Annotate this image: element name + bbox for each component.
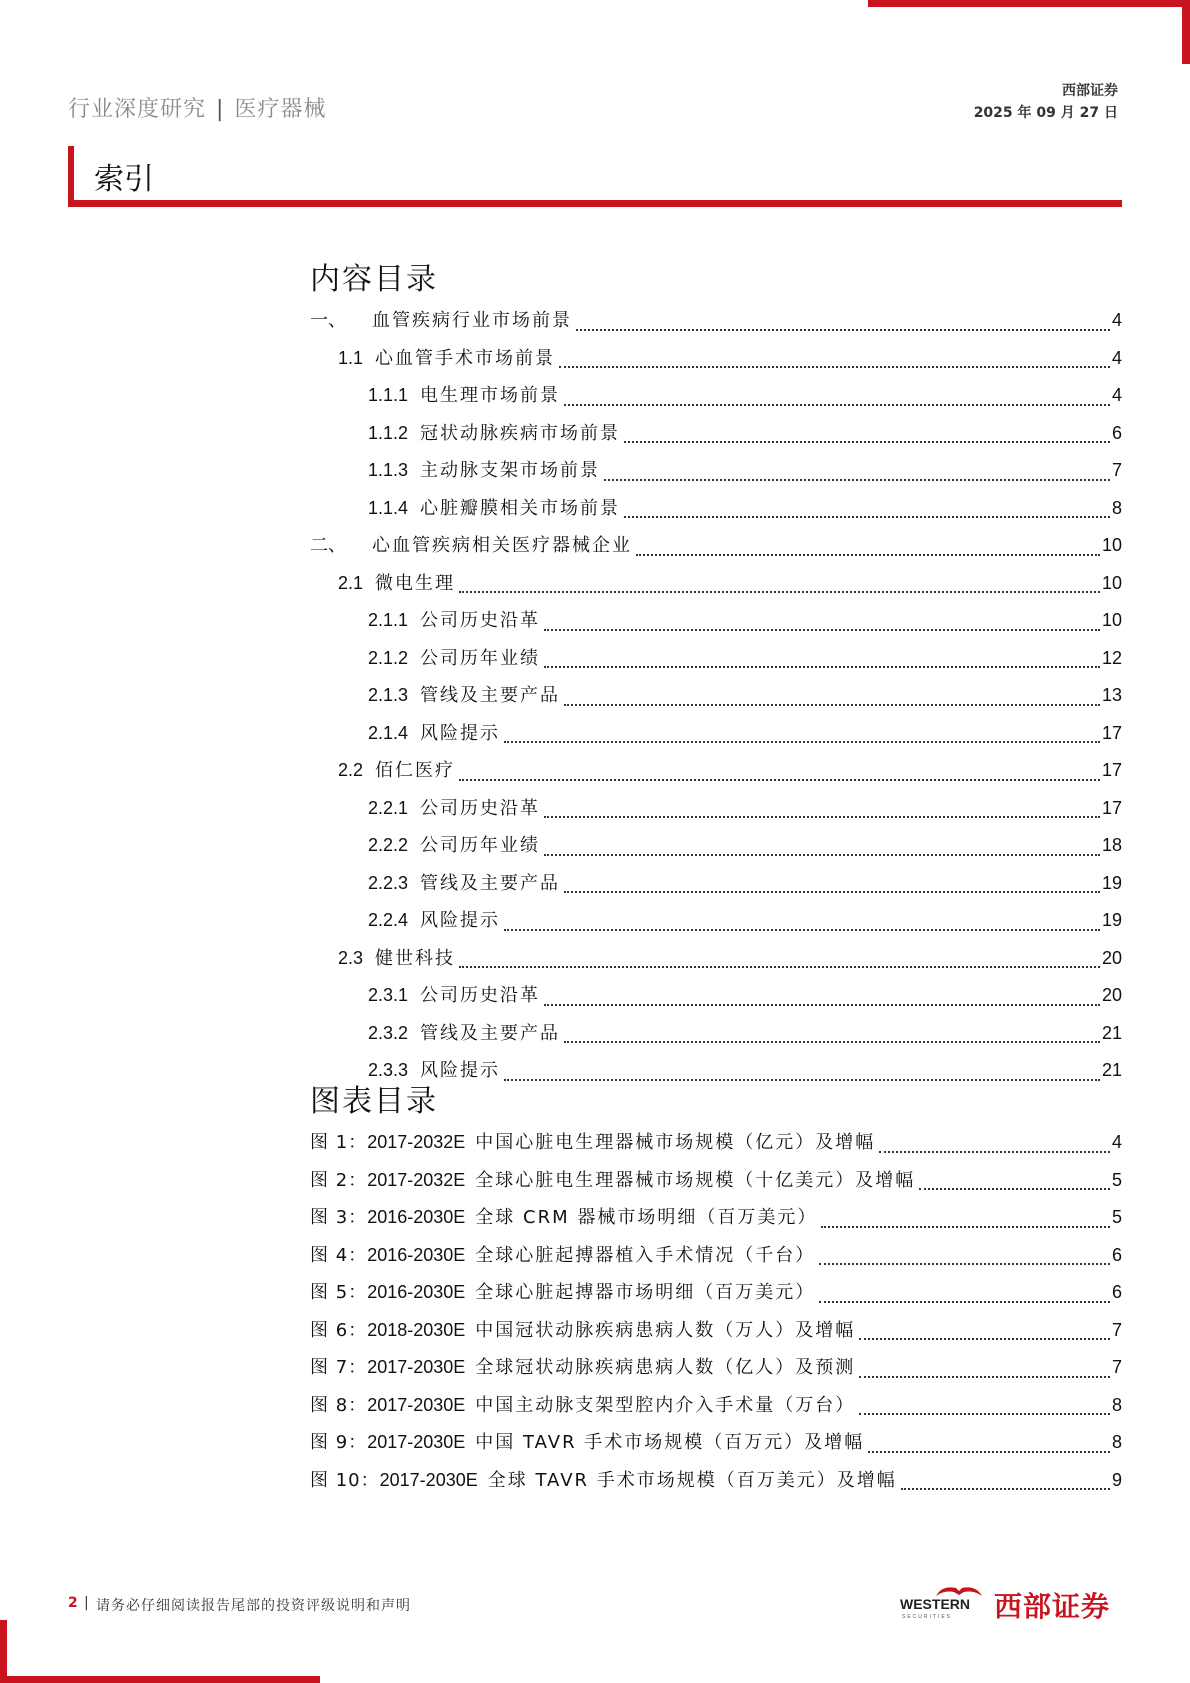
corner-accent-top-horizontal: [868, 0, 1190, 7]
table-of-contents: [310, 302, 1122, 1090]
figure-entry-range: 2016-2030E: [367, 1282, 466, 1302]
figure-entry-range: 2017-2030E: [367, 1394, 466, 1415]
figure-entry-title: 全球心脏起搏器市场明细（百万美元）: [475, 1282, 816, 1303]
figure-entry-range: 2016-2030E: [367, 1244, 466, 1265]
figure-entry-prefix: 图 4：: [310, 1244, 368, 1266]
toc-entry-number: 2.1.2: [368, 647, 409, 668]
toc-entry[interactable]: [310, 640, 1122, 678]
toc-entry[interactable]: [310, 527, 1122, 565]
figure-entry-prefix: 图 6：: [310, 1319, 368, 1341]
figure-entry-range: 2018-2030E: [367, 1319, 466, 1340]
figure-entry-page: 4: [1111, 1132, 1122, 1152]
toc-leader-dots: [564, 890, 1100, 893]
report-category: [68, 92, 326, 123]
figure-entry-title: 中国冠状动脉疾病患病人数（万人）及增幅: [475, 1319, 856, 1341]
toc-leader-dots: [604, 478, 1110, 481]
figure-entry-prefix: 图 10：: [310, 1469, 380, 1491]
toc-entry-page: 19: [1101, 872, 1122, 893]
toc-entry-label: 管线及主要产品: [420, 685, 561, 706]
toc-leader-dots: [459, 590, 1100, 593]
toc-entry-number: 1.1.3: [368, 460, 409, 480]
figure-entry-page: 5: [1111, 1169, 1122, 1190]
toc-leader-dots: [564, 703, 1100, 706]
figures-heading: 图表目录: [310, 1084, 438, 1119]
toc-entry[interactable]: [310, 790, 1122, 828]
toc-entry-label: 公司历年业绩: [420, 835, 541, 856]
figure-entry[interactable]: [310, 1199, 1122, 1237]
figure-entry[interactable]: [310, 1124, 1122, 1162]
footer-page-number: 2: [68, 1595, 78, 1611]
toc-entry-page: 13: [1101, 685, 1122, 705]
logo-sub-en: SECURITIES: [902, 1614, 953, 1620]
toc-entry-page: 21: [1101, 1022, 1122, 1043]
toc-entry[interactable]: [310, 377, 1122, 415]
toc-entry[interactable]: [310, 415, 1122, 453]
figure-leader-dots: [868, 1450, 1110, 1453]
toc-leader-dots: [636, 553, 1100, 556]
toc-entry-page: 6: [1111, 422, 1122, 443]
toc-entry-number: 2.2.4: [368, 910, 409, 930]
figure-leader-dots: [919, 1187, 1110, 1190]
toc-leader-dots: [504, 928, 1100, 931]
toc-leader-dots: [576, 328, 1110, 331]
toc-entry-label: 公司历史沿革: [420, 610, 541, 631]
figure-entry-range: 2017-2032E: [367, 1169, 466, 1190]
corner-accent-bottom-horizontal: [0, 1676, 320, 1683]
toc-entry-label: 健世科技: [375, 947, 456, 969]
toc-entry-number: 2.2: [338, 760, 364, 780]
figure-leader-dots: [819, 1262, 1110, 1265]
toc-leader-dots: [624, 440, 1110, 443]
figure-leader-dots: [859, 1337, 1110, 1340]
figure-entry-range: 2017-2030E: [367, 1432, 466, 1452]
toc-entry[interactable]: [310, 977, 1122, 1015]
toc-leader-dots: [544, 1003, 1100, 1006]
sector-label: 医疗器械: [234, 97, 327, 122]
toc-heading: 内容目录: [310, 262, 438, 297]
toc-entry[interactable]: [310, 565, 1122, 603]
toc-leader-dots: [459, 778, 1100, 781]
figure-entry-range: 2017-2030E: [367, 1357, 466, 1377]
toc-entry-number: 2.1.4: [368, 722, 409, 743]
toc-entry-page: 17: [1101, 722, 1122, 743]
company-logo: [900, 1585, 1122, 1625]
toc-leader-dots: [544, 628, 1100, 631]
toc-entry-page: 20: [1101, 947, 1122, 968]
figure-entry-title: 全球心脏电生理器械市场规模（十亿美元）及增幅: [475, 1169, 916, 1191]
toc-entry-number: 2.1: [338, 572, 364, 593]
figure-entry-title: 全球 CRM 器械市场明细（百万美元）: [475, 1207, 818, 1228]
toc-entry-page: 8: [1111, 497, 1122, 518]
toc-entry-label: 风险提示: [420, 1060, 501, 1081]
figure-entry[interactable]: [310, 1462, 1122, 1500]
figure-entry[interactable]: [310, 1349, 1122, 1387]
toc-entry-number: 一、: [310, 310, 346, 331]
figure-entry-title: 中国心脏电生理器械市场规模（亿元）及增幅: [475, 1132, 876, 1153]
toc-entry-label: 血管疾病行业市场前景: [372, 310, 572, 331]
toc-entry-label: 电生理市场前景: [420, 385, 561, 406]
figure-entry-title: 全球冠状动脉疾病患病人数（亿人）及预测: [475, 1357, 856, 1378]
figure-entry-page: 5: [1111, 1207, 1122, 1227]
figure-entry[interactable]: [310, 1237, 1122, 1275]
toc-leader-dots: [544, 665, 1100, 668]
toc-leader-dots: [564, 1040, 1100, 1043]
figure-leader-dots: [879, 1150, 1110, 1153]
toc-entry-number: 2.3.3: [368, 1060, 409, 1080]
figure-entry[interactable]: [310, 1274, 1122, 1312]
toc-leader-dots: [544, 815, 1100, 818]
toc-entry-number: 2.2.3: [368, 872, 409, 893]
toc-entry-number: 2.1.3: [368, 685, 409, 705]
toc-entry-label: 管线及主要产品: [420, 1022, 561, 1044]
toc-leader-dots: [504, 740, 1100, 743]
toc-entry-label: 公司历史沿革: [420, 985, 541, 1006]
toc-entry-page: 4: [1111, 385, 1122, 405]
figure-entry-page: 6: [1111, 1282, 1122, 1302]
toc-entry-number: 2.1.1: [368, 610, 409, 630]
toc-entry-number: 2.2.1: [368, 797, 409, 818]
toc-entry[interactable]: [310, 340, 1122, 378]
toc-entry-label: 心血管手术市场前景: [375, 347, 556, 369]
figure-entry-prefix: 图 9：: [310, 1432, 368, 1453]
toc-entry-page: 7: [1111, 460, 1122, 480]
toc-entry-label: 心脏瓣膜相关市场前景: [420, 497, 621, 519]
toc-entry[interactable]: [310, 902, 1122, 940]
toc-entry[interactable]: [310, 715, 1122, 753]
figure-entry-page: 7: [1111, 1319, 1122, 1340]
logo-name-en: WESTERN: [900, 1596, 970, 1612]
figure-index: [310, 1124, 1122, 1499]
toc-entry-number: 2.3.1: [368, 985, 409, 1005]
figure-leader-dots: [819, 1300, 1110, 1303]
toc-entry-number: 2.2.2: [368, 835, 409, 855]
figure-entry[interactable]: [310, 1312, 1122, 1350]
figure-entry-title: 全球心脏起搏器植入手术情况（千台）: [475, 1244, 816, 1266]
figure-leader-dots: [859, 1412, 1110, 1415]
toc-entry-page: 10: [1101, 610, 1122, 630]
toc-entry-label: 心血管疾病相关医疗器械企业: [372, 535, 632, 556]
figure-entry-page: 6: [1111, 1244, 1122, 1265]
toc-entry-page: 21: [1101, 1060, 1122, 1080]
category-separator: |: [216, 97, 225, 122]
toc-entry-number: 1.1: [338, 347, 364, 368]
figure-entry[interactable]: [310, 1387, 1122, 1425]
toc-entry-page: 10: [1101, 535, 1122, 555]
toc-entry-page: 10: [1101, 572, 1122, 593]
toc-entry-label: 冠状动脉疾病市场前景: [420, 422, 621, 444]
toc-entry-number: 1.1.2: [368, 422, 409, 443]
toc-entry[interactable]: [310, 865, 1122, 903]
toc-entry-page: 17: [1101, 797, 1122, 818]
figure-entry-prefix: 图 3：: [310, 1207, 368, 1228]
figure-entry-title: 全球 TAVR 手术市场规模（百万美元）及增幅: [487, 1469, 897, 1491]
toc-leader-dots: [459, 965, 1100, 968]
toc-entry-label: 主动脉支架市场前景: [420, 460, 601, 481]
figure-entry-range: 2017-2030E: [379, 1469, 478, 1490]
toc-entry-page: 12: [1101, 647, 1122, 668]
figure-leader-dots: [859, 1375, 1110, 1378]
figure-leader-dots: [901, 1487, 1110, 1490]
toc-entry-page: 19: [1101, 910, 1122, 930]
corner-accent-bottom-vertical: [0, 1620, 7, 1683]
toc-entry-label: 微电生理: [375, 572, 456, 594]
toc-entry-label: 风险提示: [420, 722, 501, 744]
toc-entry-page: 17: [1101, 760, 1122, 780]
toc-leader-dots: [624, 515, 1110, 518]
toc-entry-page: 20: [1101, 985, 1122, 1005]
header-brand: 西部证券: [1062, 83, 1118, 99]
toc-entry-page: 4: [1111, 347, 1122, 368]
toc-entry-number: 2.3.2: [368, 1022, 409, 1043]
corner-accent-top-vertical: [1182, 0, 1190, 64]
toc-entry-page: 4: [1111, 310, 1122, 330]
toc-leader-dots: [559, 365, 1110, 368]
report-date: 2025 年 09 月 27 日: [973, 105, 1118, 121]
toc-entry[interactable]: [310, 302, 1122, 340]
toc-entry[interactable]: [310, 452, 1122, 490]
figure-leader-dots: [821, 1225, 1110, 1228]
toc-entry-label: 管线及主要产品: [420, 872, 561, 894]
toc-entry-label: 佰仁医疗: [375, 760, 456, 781]
figure-entry-page: 7: [1111, 1357, 1122, 1377]
footer-separator: |: [84, 1595, 89, 1611]
toc-entry-label: 风险提示: [420, 910, 501, 931]
index-divider: [68, 200, 1122, 207]
figure-entry-title: 中国主动脉支架型腔内介入手术量（万台）: [475, 1394, 856, 1416]
figure-entry-page: 8: [1111, 1432, 1122, 1452]
category-label: 行业深度研究: [68, 97, 207, 122]
figure-entry-prefix: 图 2：: [310, 1169, 368, 1191]
toc-entry[interactable]: [310, 602, 1122, 640]
figure-entry-prefix: 图 5：: [310, 1282, 368, 1303]
logo-name-cn: 西部证券: [994, 1590, 1111, 1623]
footer-disclaimer: 请务必仔细阅读报告尾部的投资评级说明和声明: [96, 1598, 411, 1614]
figure-entry-prefix: 图 7：: [310, 1357, 368, 1378]
figure-entry[interactable]: [310, 1424, 1122, 1462]
figure-entry-range: 2016-2030E: [367, 1207, 466, 1227]
toc-leader-dots: [544, 853, 1100, 856]
index-accent-bar: [68, 146, 74, 204]
figure-entry-title: 中国 TAVR 手术市场规模（百万元）及增幅: [475, 1432, 865, 1453]
figure-entry-range: 2017-2032E: [367, 1132, 466, 1152]
figure-entry-page: 9: [1111, 1469, 1122, 1490]
toc-entry[interactable]: [310, 827, 1122, 865]
toc-entry-number: 二、: [310, 535, 346, 556]
toc-entry-number: 1.1.1: [368, 385, 409, 405]
toc-entry-number: 1.1.4: [368, 497, 409, 518]
index-title: 索引: [94, 162, 154, 197]
toc-entry-label: 公司历年业绩: [420, 647, 541, 669]
toc-entry[interactable]: [310, 940, 1122, 978]
toc-leader-dots: [504, 1078, 1100, 1081]
figure-entry-prefix: 图 8：: [310, 1394, 368, 1416]
toc-entry-page: 18: [1101, 835, 1122, 855]
toc-entry-number: 2.3: [338, 947, 364, 968]
toc-leader-dots: [564, 403, 1110, 406]
toc-entry[interactable]: [310, 490, 1122, 528]
toc-entry[interactable]: [310, 1015, 1122, 1053]
figure-entry[interactable]: [310, 1162, 1122, 1200]
figure-entry-prefix: 图 1：: [310, 1132, 368, 1153]
toc-entry[interactable]: [310, 752, 1122, 790]
toc-entry[interactable]: [310, 677, 1122, 715]
toc-entry-label: 公司历史沿革: [420, 797, 541, 819]
figure-entry-page: 8: [1111, 1394, 1122, 1415]
